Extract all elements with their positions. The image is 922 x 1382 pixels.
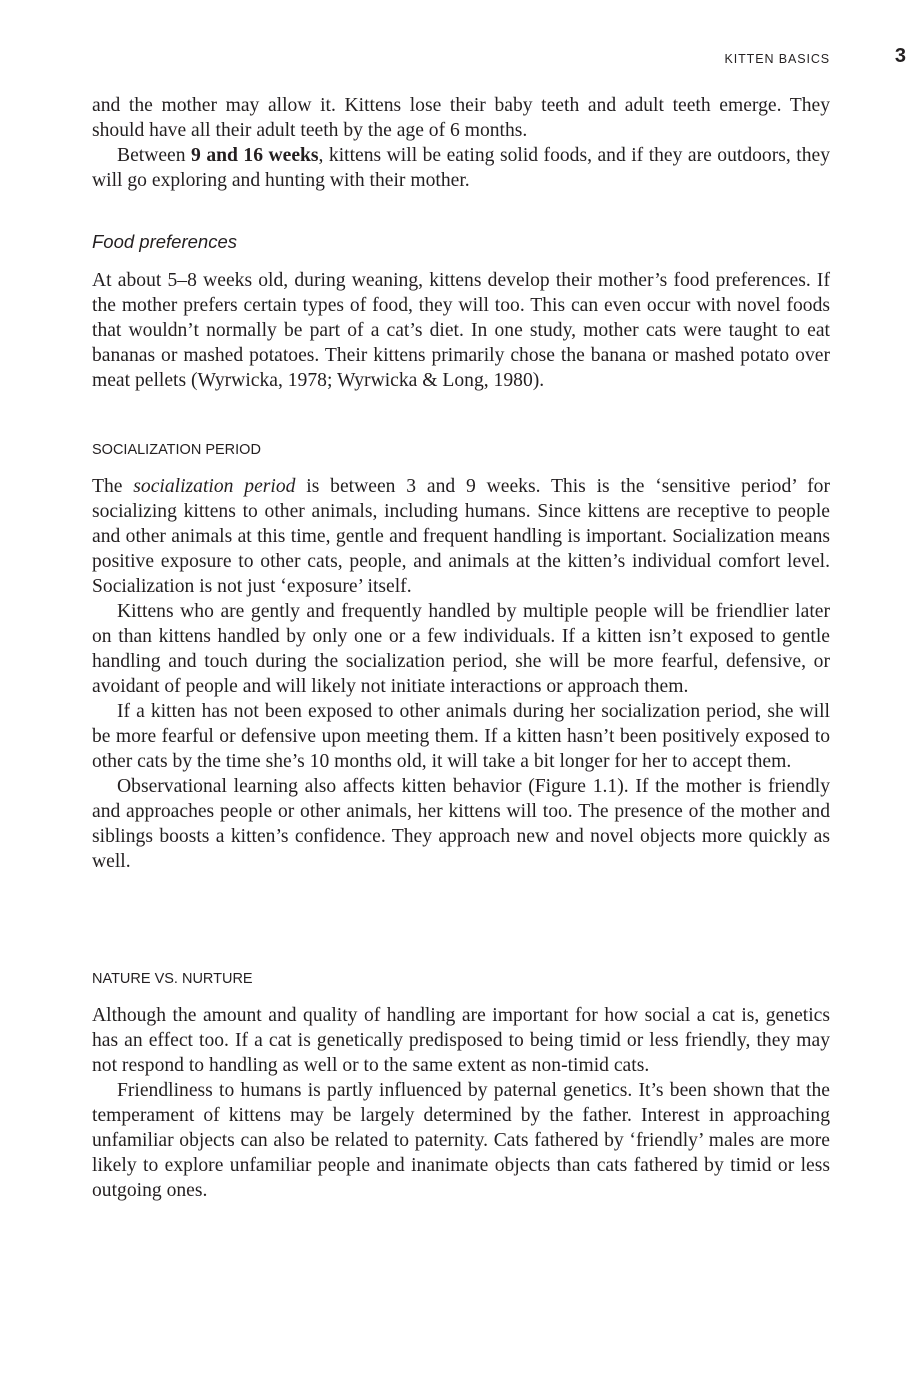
text-run: The (92, 476, 134, 497)
intro-text-block (92, 93, 830, 193)
paragraph: If a kitten has not been exposed to other animals during her socialization period, she will be more fearful or defensive upon meeting them. If a kitten hasn’t been positively exposed to other cats by the time she’s 10 months old, it will take a bit longer for her to accept them. (92, 701, 830, 772)
socialization-period-heading: SOCIALIZATION PERIOD (92, 442, 261, 458)
food-preferences-heading: Food preferences (92, 231, 238, 252)
bold-text: 9 and 16 weeks (191, 145, 319, 166)
paragraph (92, 474, 830, 599)
paragraph (92, 143, 830, 193)
text-run: is between 3 and 9 weeks. This is the ‘sensitive period’ for socializing kittens to other animals, including humans. Since kittens are receptive to people and other animals at this time, gentle and frequent handling is important. Socialization means positive exposure to other cats, people, and animals at the kitten’s individual comfort level. Socialization is not just ‘exposure’ itself. (92, 476, 830, 597)
page-number: 3 (894, 45, 906, 67)
paragraph: Friendliness to humans is partly influenced by paternal genetics. It’s been shown that the temperament of kittens may be largely determined by the father. Interest in approaching unfamiliar objects can also be related to paternity. Cats fathered by ‘friendly’ males are more likely to explore unfamiliar people and inanimate objects than cats fathered by timid or less outgoing ones. (92, 1080, 830, 1201)
paragraph: At about 5–8 weeks old, during weaning, kittens develop their mother’s food preferences. If the mother prefers certain types of food, they will too. This can even occur with novel foods that wouldn’t normally be part of a cat’s diet. In one study, mother cats were taught to eat bananas or mashed potatoes. Their kittens primarily chose the banana or mashed potato over meat pellets (Wyrwicka, 1978; Wyrwicka & Long, 1980). (92, 270, 830, 391)
paragraph: Although the amount and quality of handling are important for how social a cat is, genetics has an effect too. If a cat is genetically predisposed to being timid or less friendly, they may not respond to handling as well or to the same extent as non-timid cats. (92, 1005, 830, 1076)
nature-text-block (92, 1003, 830, 1203)
socialization-text-block (92, 474, 830, 874)
text-run: Between (117, 145, 192, 166)
text-run: , kittens will be eating solid foods, and if they are outdoors, they will go exploring and hunting with their mother. (92, 145, 830, 191)
running-head: KITTEN BASICS (724, 52, 830, 66)
italic-term: socialization period (133, 476, 296, 497)
paragraph: Observational learning also affects kitten behavior (Figure 1.1). If the mother is friendly and approaches people or other animals, her kittens will too. The presence of the mother and siblings boosts a kitten’s confidence. They approach new and novel objects more quickly as well. (92, 776, 830, 872)
paragraph: Kittens who are gently and frequently handled by multiple people will be friendlier later on than kittens handled by only one or a few individuals. If a kitten isn’t exposed to gentle handling and touch during the socialization period, she will be more fearful, defensive, or avoidant of people and will likely not initiate interactions or approach them. (92, 601, 830, 697)
paragraph: and the mother may allow it. Kittens lose their baby teeth and adult teeth emerge. They should have all their adult teeth by the age of 6 months. (92, 95, 830, 141)
nature-vs-nurture-heading: NATURE VS. NURTURE (92, 971, 253, 987)
food-text-block (92, 268, 830, 393)
